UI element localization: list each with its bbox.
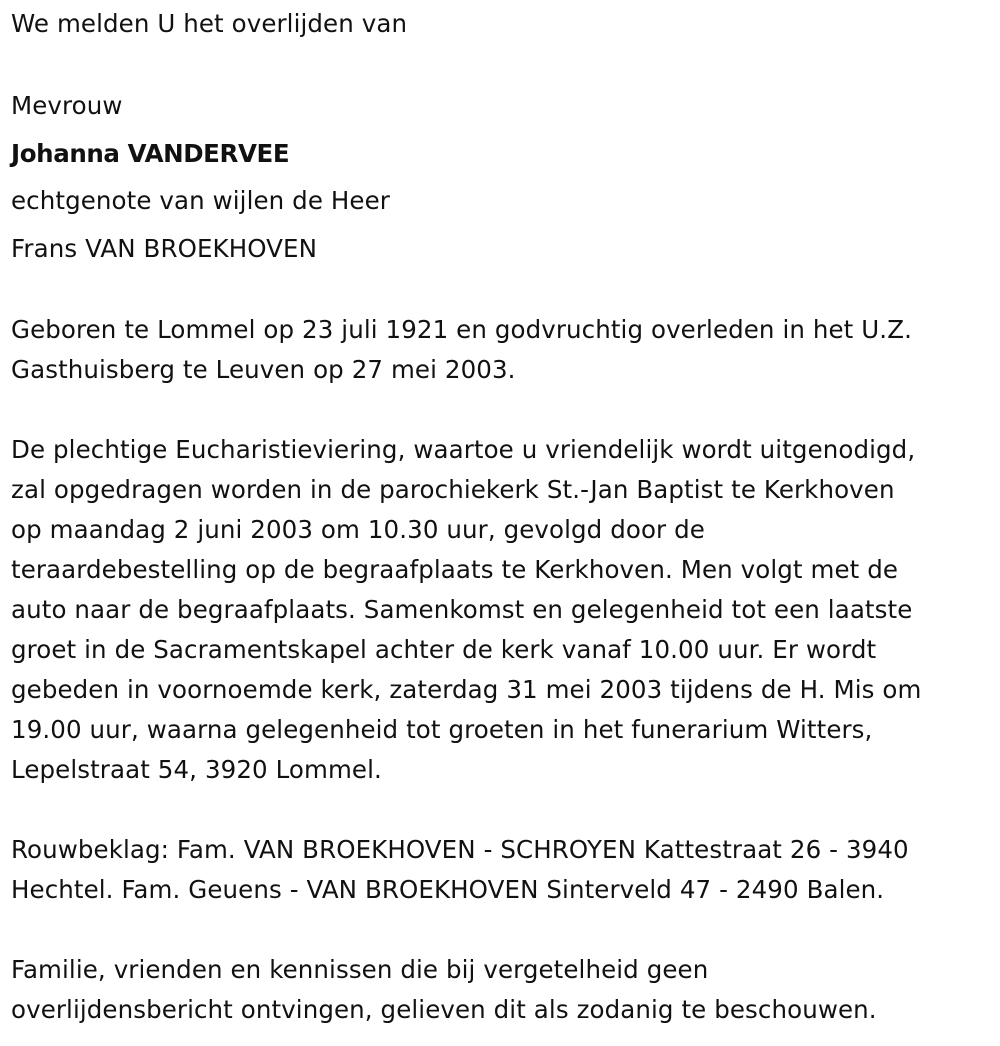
ceremony-line: op maandag 2 juni 2003 om 10.30 uur, gevolgd door de [11,515,705,544]
closing-line: overlijdensbericht ontvingen, gelieven dit als zodanig te beschouwen. [11,995,877,1024]
ceremony-line: zal opgedragen worden in de parochiekerk St.-Jan Baptist te Kerkhoven [11,475,895,504]
condolences-line: Hechtel. Fam. Geuens - VAN BROEKHOVEN Sinterveld 47 - 2490 Balen. [11,875,885,904]
birth-death-line: Gasthuisberg te Leuven op 27 mei 2003. [11,355,516,384]
birth-death-line: Geboren te Lommel op 23 juli 1921 en godvruchtig overleden in het U.Z. [11,315,912,344]
condolences-line: Rouwbeklag: Fam. VAN BROEKHOVEN - SCHROYEN Kattestraat 26 - 3940 [11,835,909,864]
intro-text: We melden U het overlijden van [11,9,408,38]
relation-text: echtgenote van wijlen de Heer [11,186,390,215]
ceremony-line: teraardebestelling op de begraafplaats te Kerkhoven. Men volgt met de [11,555,899,584]
honorific: Mevrouw [11,91,123,120]
spouse-name: Frans VAN BROEKHOVEN [11,234,318,263]
ceremony-line: groet in de Sacramentskapel achter de kerk vanaf 10.00 uur. Er wordt [11,635,877,664]
deceased-name: Johanna VANDERVEE [11,139,290,168]
ceremony-line: De plechtige Eucharistieviering, waartoe u vriendelijk wordt uitgenodigd, [11,435,916,464]
ceremony-line: 19.00 uur, waarna gelegenheid tot groeten in het funerarium Witters, [11,715,873,744]
ceremony-line: Lepelstraat 54, 3920 Lommel. [11,755,382,784]
ceremony-line: gebeden in voornoemde kerk, zaterdag 31 mei 2003 tijdens de H. Mis om [11,675,922,704]
ceremony-line: auto naar de begraafplaats. Samenkomst en gelegenheid tot een laatste [11,595,913,624]
closing-line: Familie, vrienden en kennissen die bij vergetelheid geen [11,955,709,984]
